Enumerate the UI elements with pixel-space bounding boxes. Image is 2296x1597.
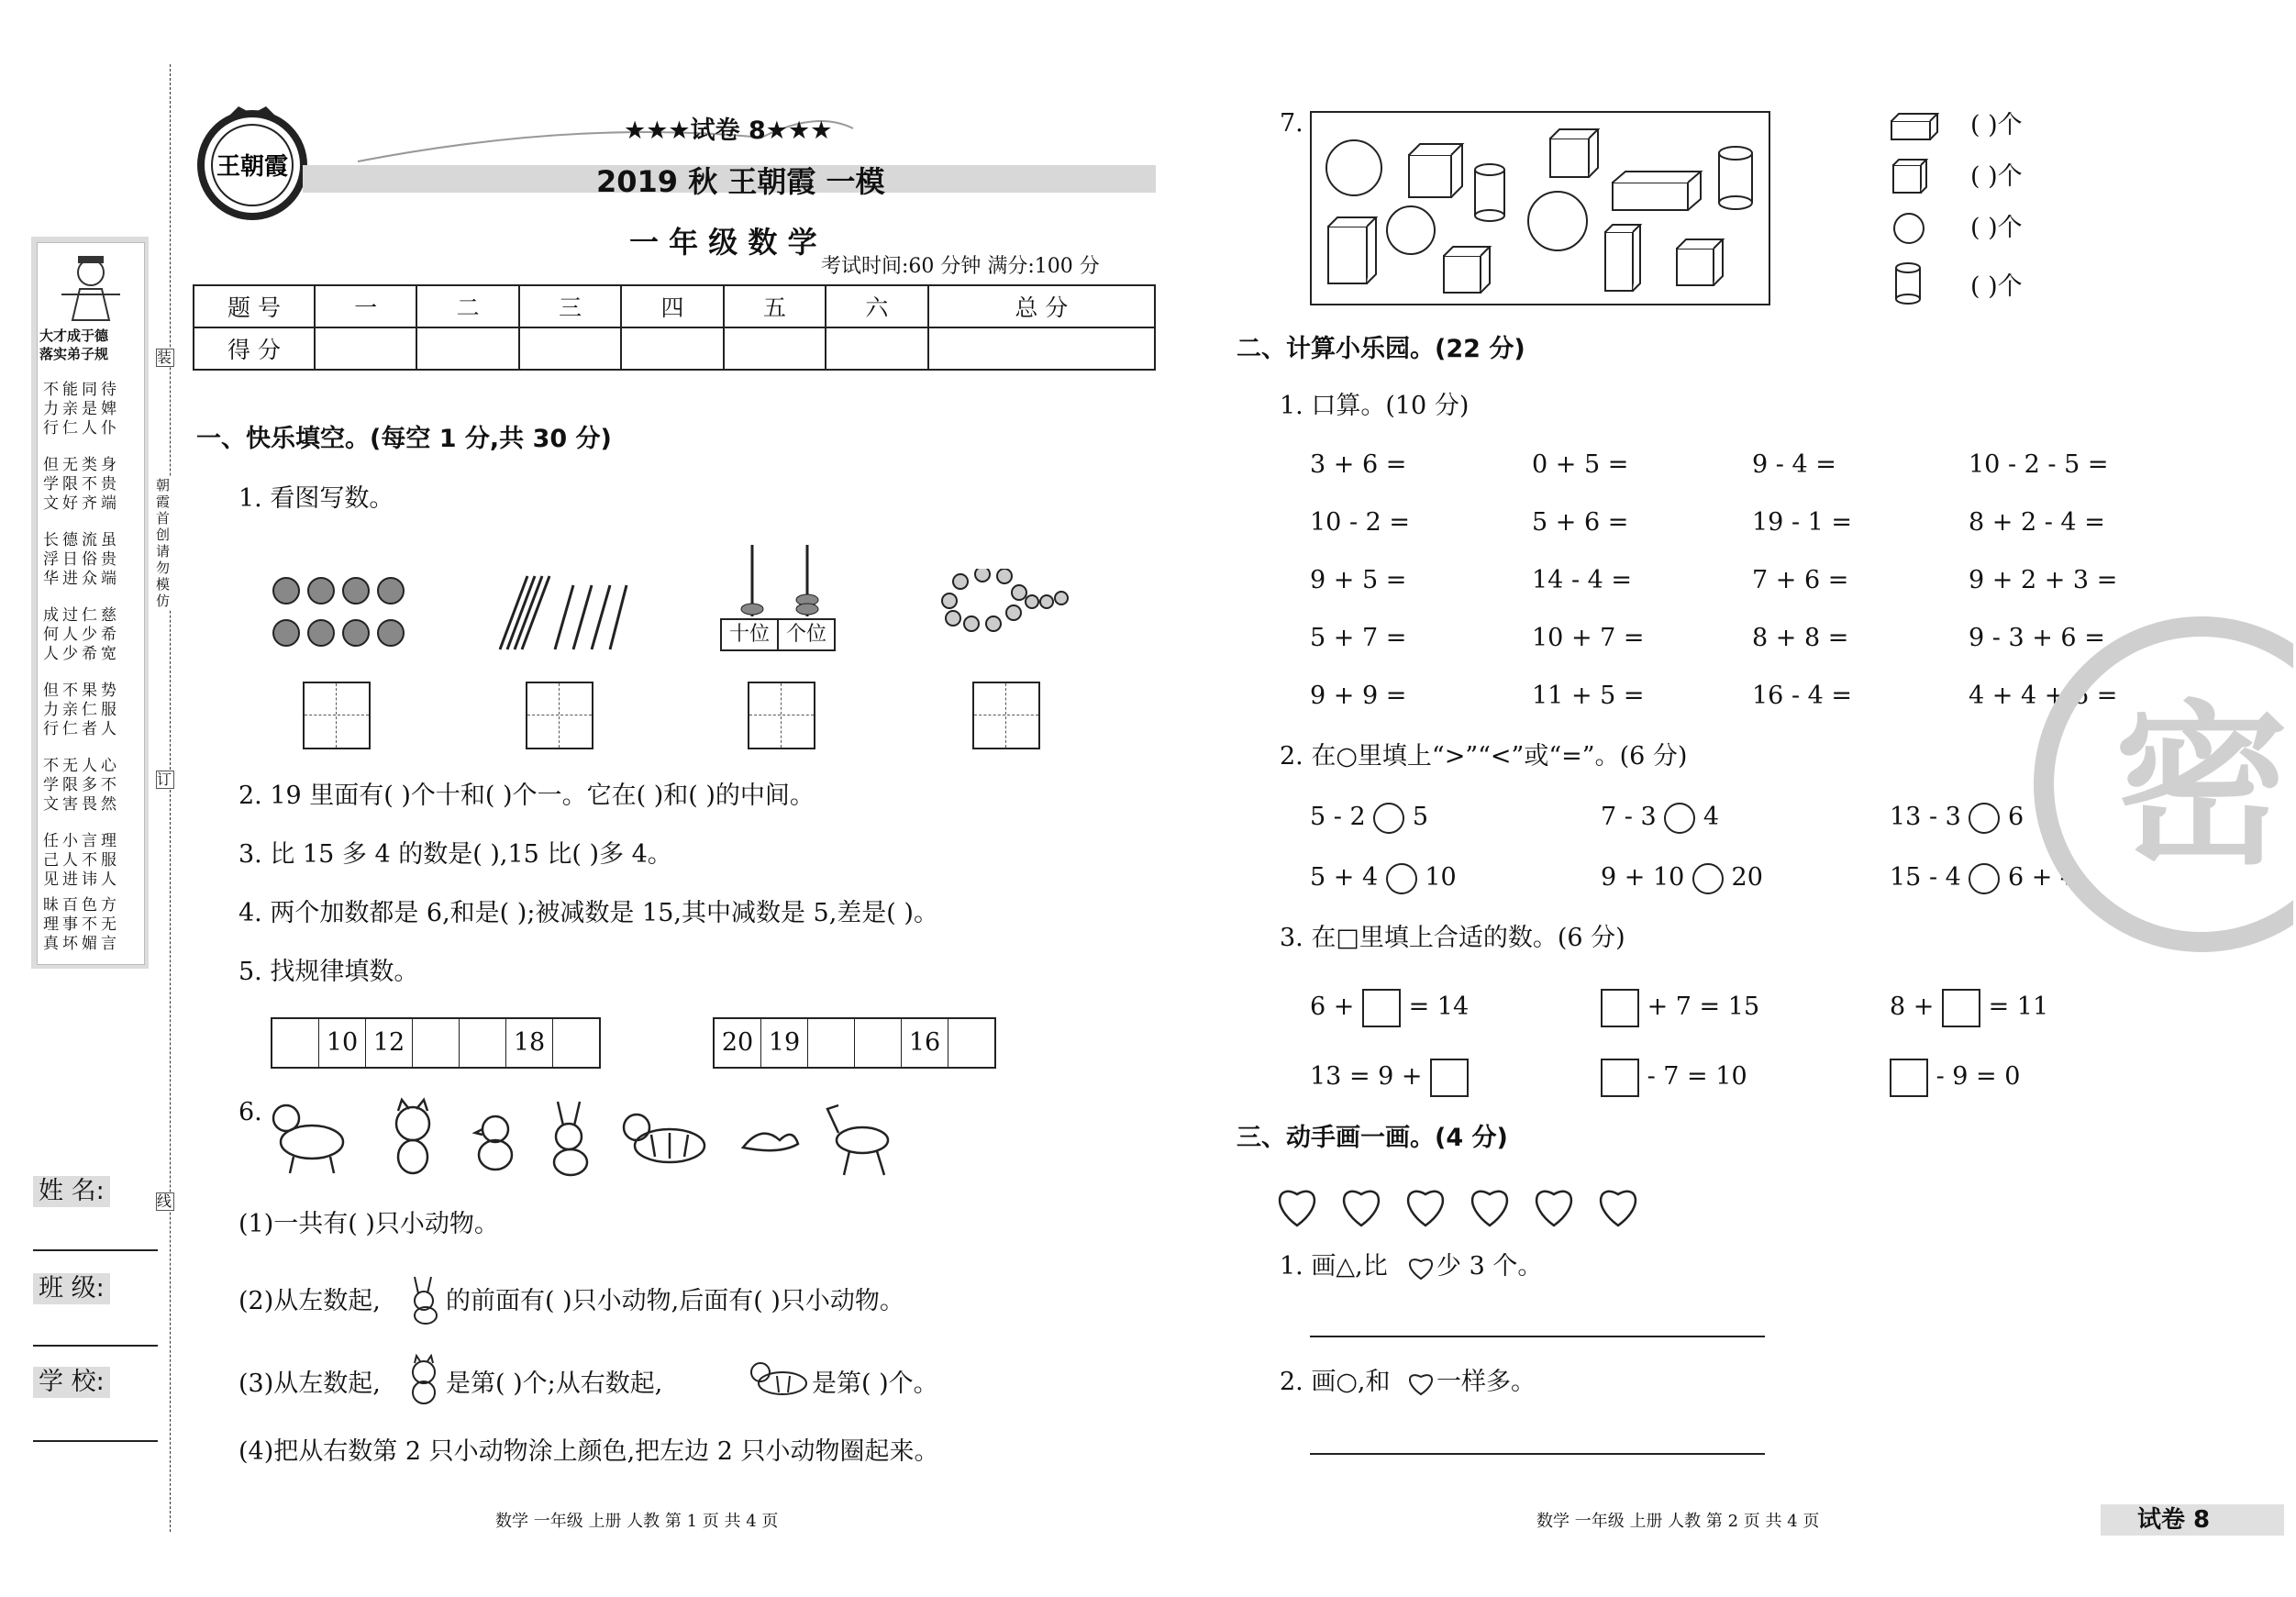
poem-block-1: 不能同待 力亲是婢 行仁人仆 bbox=[43, 381, 120, 438]
cuboid-icon bbox=[1890, 112, 1939, 141]
fill-box[interactable] bbox=[1890, 1059, 1928, 1097]
mental-item: 10 + 7 = bbox=[1532, 624, 1645, 652]
draw-q2-text-b: 一样多。 bbox=[1436, 1368, 1536, 1396]
compare-circle[interactable] bbox=[1664, 803, 1695, 834]
compare-item: 15 - 4 6 + 4 bbox=[1890, 862, 2076, 894]
watermark-text: 密 bbox=[2113, 685, 2290, 888]
sphere-icon bbox=[1326, 140, 1381, 195]
compare-item: 5 + 4 10 bbox=[1310, 862, 1457, 894]
logo-text: 王朝霞 bbox=[216, 153, 289, 181]
fill-item: - 7 = 10 bbox=[1601, 1057, 1747, 1097]
q3-text: 3. 比 15 多 4 的数是( ),15 比( )多 4。 bbox=[238, 840, 672, 869]
mental-item: 9 + 9 = bbox=[1310, 682, 1407, 710]
number-sequence-2 bbox=[713, 1017, 996, 1069]
chick-icon bbox=[475, 1116, 512, 1170]
compare-circle[interactable] bbox=[1969, 863, 2000, 894]
rabbit-icon bbox=[554, 1102, 587, 1175]
poem-block-6: 不无人心 学限多不 文害畏然 bbox=[43, 757, 120, 814]
answer-box-3[interactable] bbox=[748, 682, 815, 749]
footer-badge: 试卷 8 bbox=[2137, 1506, 2211, 1534]
brand-logo-icon bbox=[193, 103, 312, 222]
fill-box[interactable] bbox=[1942, 989, 1980, 1027]
motto-line-1: 大才成于德 bbox=[39, 327, 109, 344]
cuboid-icon bbox=[1613, 172, 1701, 210]
confidential-seal-icon bbox=[2027, 610, 2293, 959]
solid-shapes-picture bbox=[1310, 111, 1770, 305]
fill-item: 6 + = 14 bbox=[1310, 987, 1469, 1027]
sequence-cell[interactable] bbox=[413, 1019, 460, 1067]
sequence-cell: 10 bbox=[319, 1019, 366, 1067]
draw-q1-text-b: 少 3 个。 bbox=[1436, 1252, 1543, 1281]
score-header-cell: 三 bbox=[519, 285, 621, 327]
score-cell[interactable] bbox=[928, 327, 1155, 370]
fill-item: - 9 = 0 bbox=[1890, 1057, 2020, 1097]
q6-3-text-c: 是第( )个。 bbox=[812, 1370, 938, 1398]
answer-box-2[interactable] bbox=[526, 682, 593, 749]
q2-text: 2. 19 里面有( )个十和( )个一。它在( )和( )的中间。 bbox=[238, 782, 815, 810]
fill-box-title: 3. 在□里填上合适的数。(6 分) bbox=[1280, 924, 1625, 952]
answer-box-1[interactable] bbox=[303, 682, 371, 749]
compare-item: 7 - 3 4 bbox=[1601, 802, 1719, 834]
mental-math-title: 1. 口算。(10 分) bbox=[1280, 392, 1470, 420]
mental-item: 9 - 4 = bbox=[1752, 450, 1836, 479]
mental-item: 3 + 6 = bbox=[1310, 450, 1407, 479]
q7-label: 7. bbox=[1280, 109, 1303, 138]
animal-row-icon bbox=[266, 1096, 908, 1179]
poem-block-4: 成过仁慈 何人少希 人少希宽 bbox=[43, 606, 120, 663]
score-header-cell: 一 bbox=[315, 285, 416, 327]
sequence-cell: 12 bbox=[366, 1019, 413, 1067]
fill-item: 8 + = 11 bbox=[1890, 987, 2048, 1027]
score-table-score-row bbox=[194, 327, 1155, 370]
score-table-header-row bbox=[194, 285, 1155, 327]
mental-item: 14 - 4 = bbox=[1532, 566, 1633, 594]
school-field[interactable] bbox=[33, 1440, 158, 1442]
fill-box[interactable] bbox=[1362, 989, 1401, 1027]
binding-line bbox=[170, 64, 171, 1532]
mental-item: 4 + 4 + 6 = bbox=[1969, 682, 2118, 710]
mental-item: 0 + 5 = bbox=[1532, 450, 1629, 479]
q4-text: 4. 两个加数都是 6,和是( );被减数是 15,其中减数是 5,差是( )。 bbox=[238, 899, 938, 927]
score-row-label: 得 分 bbox=[194, 327, 315, 370]
score-cell[interactable] bbox=[416, 327, 518, 370]
bird-icon bbox=[743, 1134, 798, 1151]
score-cell[interactable] bbox=[519, 327, 621, 370]
mental-item: 7 + 6 = bbox=[1752, 566, 1849, 594]
draw-q2-text-a: 2. 画○,和 bbox=[1280, 1368, 1391, 1396]
poem-block-7: 任小言理 己人不服 见进讳人 bbox=[43, 832, 120, 889]
fill-box[interactable] bbox=[1430, 1059, 1469, 1097]
binding-mark-zhuang: 装 bbox=[156, 349, 174, 367]
sphere-count[interactable]: ( )个 bbox=[1970, 214, 2023, 242]
q6-3-text-b: 是第( )个;从右数起, bbox=[446, 1370, 663, 1398]
motto-line-2: 落实弟子规 bbox=[39, 346, 109, 362]
score-header-cell: 总 分 bbox=[928, 285, 1155, 327]
mental-item: 9 + 2 + 3 = bbox=[1969, 566, 2118, 594]
fill-box[interactable] bbox=[1601, 1059, 1639, 1097]
poem-block-5: 但不果势 力亲仁服 行仁者人 bbox=[43, 682, 120, 738]
draw-area-1[interactable] bbox=[1310, 1336, 1765, 1337]
score-cell[interactable] bbox=[826, 327, 927, 370]
mental-item: 10 - 2 - 5 = bbox=[1969, 450, 2109, 479]
sphere-icon bbox=[1528, 192, 1587, 250]
q6-label: 6. bbox=[238, 1098, 262, 1126]
fill-item: + 7 = 15 bbox=[1601, 987, 1759, 1027]
mental-item: 5 + 6 = bbox=[1532, 508, 1629, 537]
sticks-bundle-icon bbox=[482, 567, 628, 659]
heart-row-icon bbox=[1275, 1180, 1642, 1231]
ones-label: 个位 bbox=[785, 623, 826, 646]
heart-icon bbox=[1406, 1369, 1436, 1396]
section3-title: 三、动手画一画。(4 分) bbox=[1237, 1124, 1508, 1152]
sequence-cell[interactable] bbox=[460, 1019, 506, 1067]
tiger-icon bbox=[748, 1356, 812, 1407]
name-field[interactable] bbox=[33, 1249, 158, 1251]
score-header-cell: 五 bbox=[724, 285, 826, 327]
sequence-cell: 16 bbox=[902, 1019, 948, 1067]
poem-block-3: 长德流虽 浮日俗贵 华进众端 bbox=[43, 531, 120, 588]
cube-icon bbox=[1891, 158, 1928, 194]
mental-item: 8 + 8 = bbox=[1752, 624, 1849, 652]
answer-box-4[interactable] bbox=[972, 682, 1040, 749]
score-cell[interactable] bbox=[315, 327, 416, 370]
compare-item: 9 + 10 20 bbox=[1601, 862, 1763, 894]
mental-item: 9 + 5 = bbox=[1310, 566, 1407, 594]
compare-title: 2. 在○里填上“>”“<”或“=”。(6 分) bbox=[1280, 742, 1688, 771]
compare-item: 5 - 2 5 bbox=[1310, 802, 1428, 834]
poem-block-8: 昧百色方 理事不无 真坏媚言 bbox=[43, 896, 120, 953]
sequence-cell[interactable] bbox=[553, 1019, 599, 1067]
horse-icon bbox=[827, 1105, 888, 1175]
paper-badge: ★★★试卷 8★★★ bbox=[624, 116, 833, 145]
cylinder-count[interactable]: ( )个 bbox=[1970, 272, 2023, 301]
bead-ring-icon bbox=[931, 569, 1069, 633]
section1-title: 一、快乐填空。(每空 1 分,共 30 分) bbox=[196, 425, 612, 453]
abacus-place-labels bbox=[720, 618, 836, 651]
q6-1-text: (1)一共有( )只小动物。 bbox=[238, 1210, 499, 1238]
cat-icon bbox=[396, 1100, 429, 1173]
mental-item: 10 - 2 = bbox=[1310, 508, 1411, 537]
sequence-cell[interactable] bbox=[808, 1019, 855, 1067]
poem-block-2: 但无类身 学限不贵 文好齐端 bbox=[43, 456, 120, 513]
subject-title: 一 年 级 数 学 bbox=[629, 225, 817, 260]
heart-icon bbox=[1406, 1253, 1436, 1281]
score-header-cell: 四 bbox=[621, 285, 723, 327]
draw-q1-text-a: 1. 画△,比 bbox=[1280, 1252, 1388, 1281]
compare-circle[interactable] bbox=[1386, 863, 1417, 894]
class-field[interactable] bbox=[33, 1345, 158, 1347]
abacus-icon bbox=[720, 543, 839, 618]
binding-mark-ding: 订 bbox=[156, 771, 174, 789]
fill-item: 13 = 9 + bbox=[1310, 1057, 1469, 1097]
score-header-cell: 六 bbox=[826, 285, 927, 327]
score-header-cell: 题 号 bbox=[194, 285, 315, 327]
sequence-cell[interactable] bbox=[272, 1019, 319, 1067]
score-cell[interactable] bbox=[621, 327, 723, 370]
sequence-cell: 18 bbox=[506, 1019, 553, 1067]
cylinder-icon bbox=[1893, 261, 1923, 306]
sequence-cell: 19 bbox=[761, 1019, 808, 1067]
mushroom-group-icon bbox=[266, 569, 413, 660]
binding-mark-xian: 线 bbox=[156, 1192, 174, 1211]
score-cell[interactable] bbox=[724, 327, 826, 370]
q5-text: 5. 找规律填数。 bbox=[238, 958, 419, 986]
class-label: 班 级: bbox=[33, 1273, 110, 1304]
tens-label: 十位 bbox=[722, 620, 779, 649]
sphere-icon bbox=[1387, 206, 1435, 254]
sequence-cell: 20 bbox=[715, 1019, 761, 1067]
score-table bbox=[193, 284, 1156, 371]
compare-item: 13 - 3 6 bbox=[1890, 802, 2024, 834]
dog-icon bbox=[273, 1105, 343, 1173]
exam-title: 2019 秋 王朝霞 一模 bbox=[596, 164, 885, 199]
mental-item: 16 - 4 = bbox=[1752, 682, 1853, 710]
tiger-icon bbox=[624, 1115, 704, 1162]
mental-item: 5 + 7 = bbox=[1310, 624, 1407, 652]
q1-text: 1. 看图写数。 bbox=[238, 484, 394, 513]
score-header-cell: 二 bbox=[416, 285, 518, 327]
section2-title: 二、计算小乐园。(22 分) bbox=[1237, 335, 1525, 363]
cat-icon bbox=[404, 1354, 446, 1405]
mental-item: 8 + 2 - 4 = bbox=[1969, 508, 2105, 537]
sequence-cell[interactable] bbox=[948, 1019, 994, 1067]
q6-2-text-a: (2)从左数起, bbox=[238, 1287, 381, 1315]
rabbit-icon bbox=[404, 1273, 446, 1325]
q6-4-text: (4)把从右数第 2 只小动物涂上颜色,把左边 2 只小动物圈起来。 bbox=[238, 1437, 939, 1466]
mental-item: 9 - 3 + 6 = bbox=[1969, 624, 2105, 652]
compare-circle[interactable] bbox=[1692, 863, 1724, 894]
mental-item: 11 + 5 = bbox=[1532, 682, 1645, 710]
compare-circle[interactable] bbox=[1373, 803, 1404, 834]
footer-right: 数学 一年级 上册 人教 第 2 页 共 4 页 bbox=[1536, 1512, 1820, 1531]
draw-area-2[interactable] bbox=[1310, 1453, 1765, 1455]
school-label: 学 校: bbox=[33, 1367, 110, 1398]
exam-info: 考试时间:60 分钟 满分:100 分 bbox=[821, 255, 1100, 278]
cuboid-count[interactable]: ( )个 bbox=[1970, 111, 2023, 139]
sequence-cell[interactable] bbox=[855, 1019, 902, 1067]
fill-box[interactable] bbox=[1601, 989, 1639, 1027]
cube-count[interactable]: ( )个 bbox=[1970, 162, 2023, 191]
footer-left: 数学 一年级 上册 人教 第 1 页 共 4 页 bbox=[495, 1512, 779, 1531]
mental-item: 19 - 1 = bbox=[1752, 508, 1853, 537]
number-sequence-1 bbox=[271, 1017, 601, 1069]
scholar-illustration-icon bbox=[54, 249, 128, 322]
name-label: 姓 名: bbox=[33, 1176, 110, 1207]
compare-circle[interactable] bbox=[1969, 803, 2000, 834]
binding-note: 朝霞首创 请勿模仿 bbox=[156, 477, 172, 609]
q6-2-text-b: 的前面有( )只小动物,后面有( )只小动物。 bbox=[446, 1287, 904, 1315]
sphere-icon bbox=[1891, 211, 1926, 246]
q6-3-text-a: (3)从左数起, bbox=[238, 1370, 381, 1398]
sidebar-motto-panel bbox=[31, 237, 149, 969]
